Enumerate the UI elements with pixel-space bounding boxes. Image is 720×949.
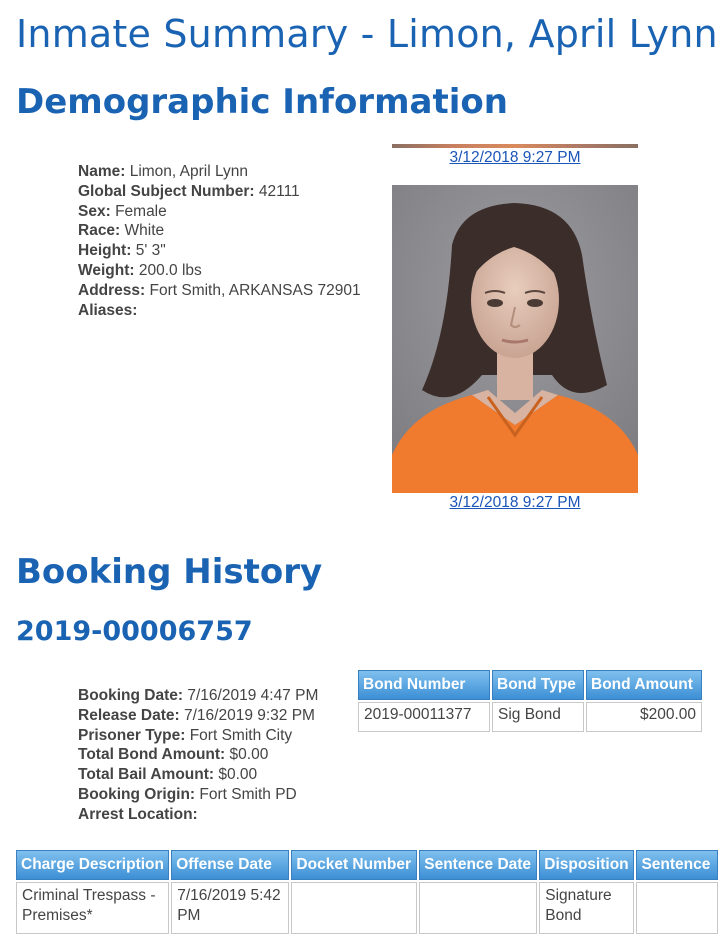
charge-header-docket-number: Docket Number xyxy=(291,850,417,880)
field-total-bail-amount: Total Bail Amount: $0.00 xyxy=(78,766,258,784)
field-address: Address: Fort Smith, ARKANSAS 72901 xyxy=(78,281,361,299)
field-booking-date: Booking Date: 7/16/2019 4:47 PM xyxy=(78,687,319,704)
docket-number-cell xyxy=(291,882,417,934)
demographic-heading: Demographic Information xyxy=(16,82,508,122)
field-race: Race: White xyxy=(78,222,165,240)
charge-header-sentence: Sentence xyxy=(636,850,718,880)
charge-header-offense-date: Offense Date xyxy=(171,850,289,880)
bond-table-header-row xyxy=(358,670,702,700)
charge-table-header-row xyxy=(16,850,718,880)
table-row xyxy=(16,882,718,934)
booking-fields xyxy=(78,686,318,825)
mugshot-image xyxy=(392,185,638,493)
field-name: Name: Limon, April Lynn xyxy=(78,163,249,180)
bond-header-amount: Bond Amount xyxy=(586,670,702,700)
bond-type-cell: Sig Bond xyxy=(492,702,584,732)
field-booking-origin: Booking Origin: Fort Smith PD xyxy=(78,785,297,803)
disposition-cell: Signature Bond xyxy=(539,882,634,934)
bond-header-number: Bond Number xyxy=(358,670,490,700)
field-weight: Weight: 200.0 lbs xyxy=(78,261,202,279)
photo-1-bottom-edge xyxy=(392,144,638,148)
sentence-cell xyxy=(636,882,718,934)
sentence-date-cell xyxy=(419,882,537,934)
charge-header-sentence-date: Sentence Date xyxy=(419,850,537,880)
booking-history-heading: Booking History xyxy=(16,552,323,592)
field-global-subject-number: Global Subject Number: 42111 xyxy=(78,182,300,200)
field-aliases: Aliases: xyxy=(78,301,138,319)
demographic-fields xyxy=(78,162,361,320)
charge-description-cell: Criminal Trespass - Premises* xyxy=(16,882,169,934)
charge-header-description: Charge Description xyxy=(16,850,169,880)
bond-table xyxy=(356,668,704,734)
offense-date-cell: 7/16/2019 5:42 PM xyxy=(171,882,289,934)
booking-number-heading: 2019-00006757 xyxy=(16,616,253,647)
photo-1-date-link[interactable]: 3/12/2018 9:27 PM xyxy=(449,149,581,166)
bond-header-type: Bond Type xyxy=(492,670,584,700)
table-row xyxy=(358,702,702,732)
photo-2-date-link[interactable]: 3/12/2018 9:27 PM xyxy=(449,494,581,511)
charge-header-disposition: Disposition xyxy=(539,850,634,880)
charge-table xyxy=(14,848,720,936)
field-arrest-location: Arrest Location: xyxy=(78,805,198,823)
bond-number-cell: 2019-00011377 xyxy=(358,702,490,732)
page-title: Inmate Summary - Limon, April Lynn xyxy=(16,12,718,56)
field-sex: Sex: Female xyxy=(78,202,167,220)
field-prisoner-type: Prisoner Type: Fort Smith City xyxy=(78,726,293,744)
mugshot-photo[interactable] xyxy=(392,185,638,493)
field-height: Height: 5' 3" xyxy=(78,242,166,260)
field-release-date: Release Date: 7/16/2019 9:32 PM xyxy=(78,706,315,724)
field-total-bond-amount: Total Bond Amount: $0.00 xyxy=(78,746,269,764)
bond-amount-cell: $200.00 xyxy=(586,702,702,732)
